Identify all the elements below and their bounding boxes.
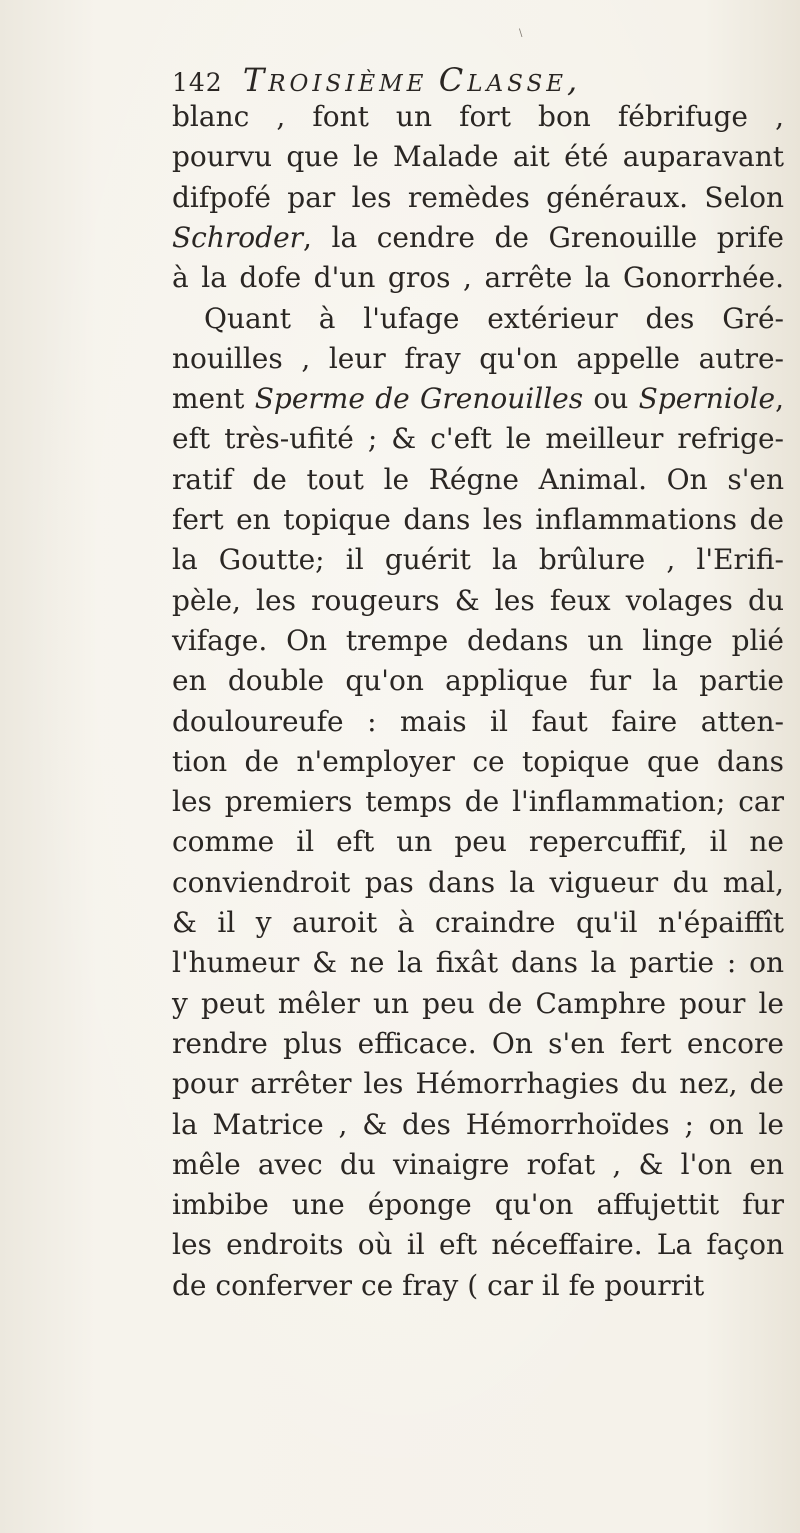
- text-segment: , la cendre de Grenouille prife: [303, 221, 784, 254]
- text-segment: de conferver ce fray ( car il fe pourrit: [172, 1269, 705, 1302]
- text-line: [172, 1186, 784, 1224]
- text-segment: ,: [775, 382, 784, 415]
- text-segment: la Matrice , & des Hémorrhoïdes ; on le: [172, 1108, 784, 1141]
- text-segment: les endroits où il eft néceffaire. La façon: [172, 1228, 784, 1261]
- text-segment: vifage. On trempe dedans un linge plié: [172, 624, 784, 657]
- print-mark: \: [519, 28, 523, 39]
- text-line: [172, 1226, 784, 1264]
- text-line: [172, 380, 784, 418]
- italic-text: Sperniole: [638, 382, 776, 415]
- text-line: [172, 582, 784, 620]
- text-line: [172, 743, 784, 781]
- text-segment: blanc , font un fort bon fébrifuge ,: [172, 100, 784, 133]
- text-line: [172, 864, 784, 902]
- text-segment: pèle, les rougeurs & les feux volages du: [172, 584, 784, 617]
- text-segment: douloureufe : mais il faut faire atten-: [172, 705, 784, 738]
- italic-text: Schroder: [172, 221, 304, 254]
- text-line: [172, 985, 784, 1023]
- text-line: [172, 1065, 784, 1103]
- text-line: [172, 420, 784, 458]
- running-title-word: ROISIÈME: [268, 71, 439, 97]
- text-line: [204, 300, 784, 338]
- page-header: [172, 62, 581, 102]
- text-segment: conviendroit pas dans la vigueur du mal,: [172, 866, 784, 899]
- text-segment: comme il eft un peu repercuffif, il ne: [172, 825, 784, 858]
- text-line: [172, 662, 784, 700]
- text-segment: l'humeur & ne la fixât dans la partie : on: [172, 946, 784, 979]
- text-segment: à la dofe d'un gros , arrête la Gonorrhée.: [172, 261, 784, 294]
- running-title-initial: T: [242, 61, 269, 99]
- text-line: [172, 1025, 784, 1063]
- text-line: [172, 219, 784, 257]
- text-segment: y peut mêler un peu de Camphre pour le: [172, 987, 784, 1020]
- text-line: [172, 501, 784, 539]
- text-line: [172, 541, 784, 579]
- text-segment: difpofé par les remèdes généraux. Selon: [172, 181, 784, 214]
- text-line: [172, 823, 784, 861]
- text-segment: Quant à l'ufage extérieur des Gré-: [204, 302, 784, 335]
- running-title-comma: ,: [567, 61, 582, 99]
- text-line: [172, 703, 784, 741]
- text-segment: ment: [172, 382, 255, 415]
- text-segment: imbibe une éponge qu'on affujettit fur: [172, 1188, 784, 1221]
- text-line: [172, 179, 784, 217]
- text-segment: la Goutte; il guérit la brûlure , l'Erifi-: [172, 543, 784, 576]
- text-segment: mêle avec du vinaigre rofat , & l'on en: [172, 1148, 784, 1181]
- text-segment: eft très-ufité ; & c'eft le meilleur refrige-: [172, 422, 784, 455]
- text-segment: fert en topique dans les inflammations de: [172, 503, 784, 536]
- text-line: [172, 1106, 784, 1144]
- text-segment: ou: [583, 382, 639, 415]
- text-segment: en double qu'on applique fur la partie: [172, 664, 784, 697]
- text-line: [172, 622, 784, 660]
- text-segment: rendre plus efficace. On s'en fert encore: [172, 1027, 784, 1060]
- text-segment: tion de n'employer ce topique que dans: [172, 745, 784, 778]
- text-line: [172, 340, 784, 378]
- running-title: [243, 61, 581, 99]
- text-line: [172, 904, 784, 942]
- text-segment: pourvu que le Malade ait été auparavant: [172, 140, 784, 173]
- italic-text: Sperme de Grenouilles: [254, 382, 584, 415]
- page-number: 142: [172, 68, 223, 97]
- text-line: [172, 138, 784, 176]
- text-line: [172, 783, 784, 821]
- text-line: [172, 461, 784, 499]
- text-segment: ratif de tout le Régne Animal. On s'en: [172, 463, 784, 496]
- running-title-word: LASSE: [467, 71, 568, 97]
- text-line: [172, 1146, 784, 1184]
- text-line: [172, 1267, 784, 1305]
- text-segment: les premiers temps de l'inflammation; car: [172, 785, 784, 818]
- running-title-initial: C: [438, 61, 468, 99]
- text-line: [172, 944, 784, 982]
- text-segment: nouilles , leur fray qu'on appelle autre-: [172, 342, 784, 375]
- text-segment: pour arrêter les Hémorrhagies du nez, de: [172, 1067, 784, 1100]
- text-segment: & il y auroit à craindre qu'il n'épaiffît: [172, 906, 784, 939]
- text-line: [172, 259, 784, 297]
- text-line: [172, 98, 784, 136]
